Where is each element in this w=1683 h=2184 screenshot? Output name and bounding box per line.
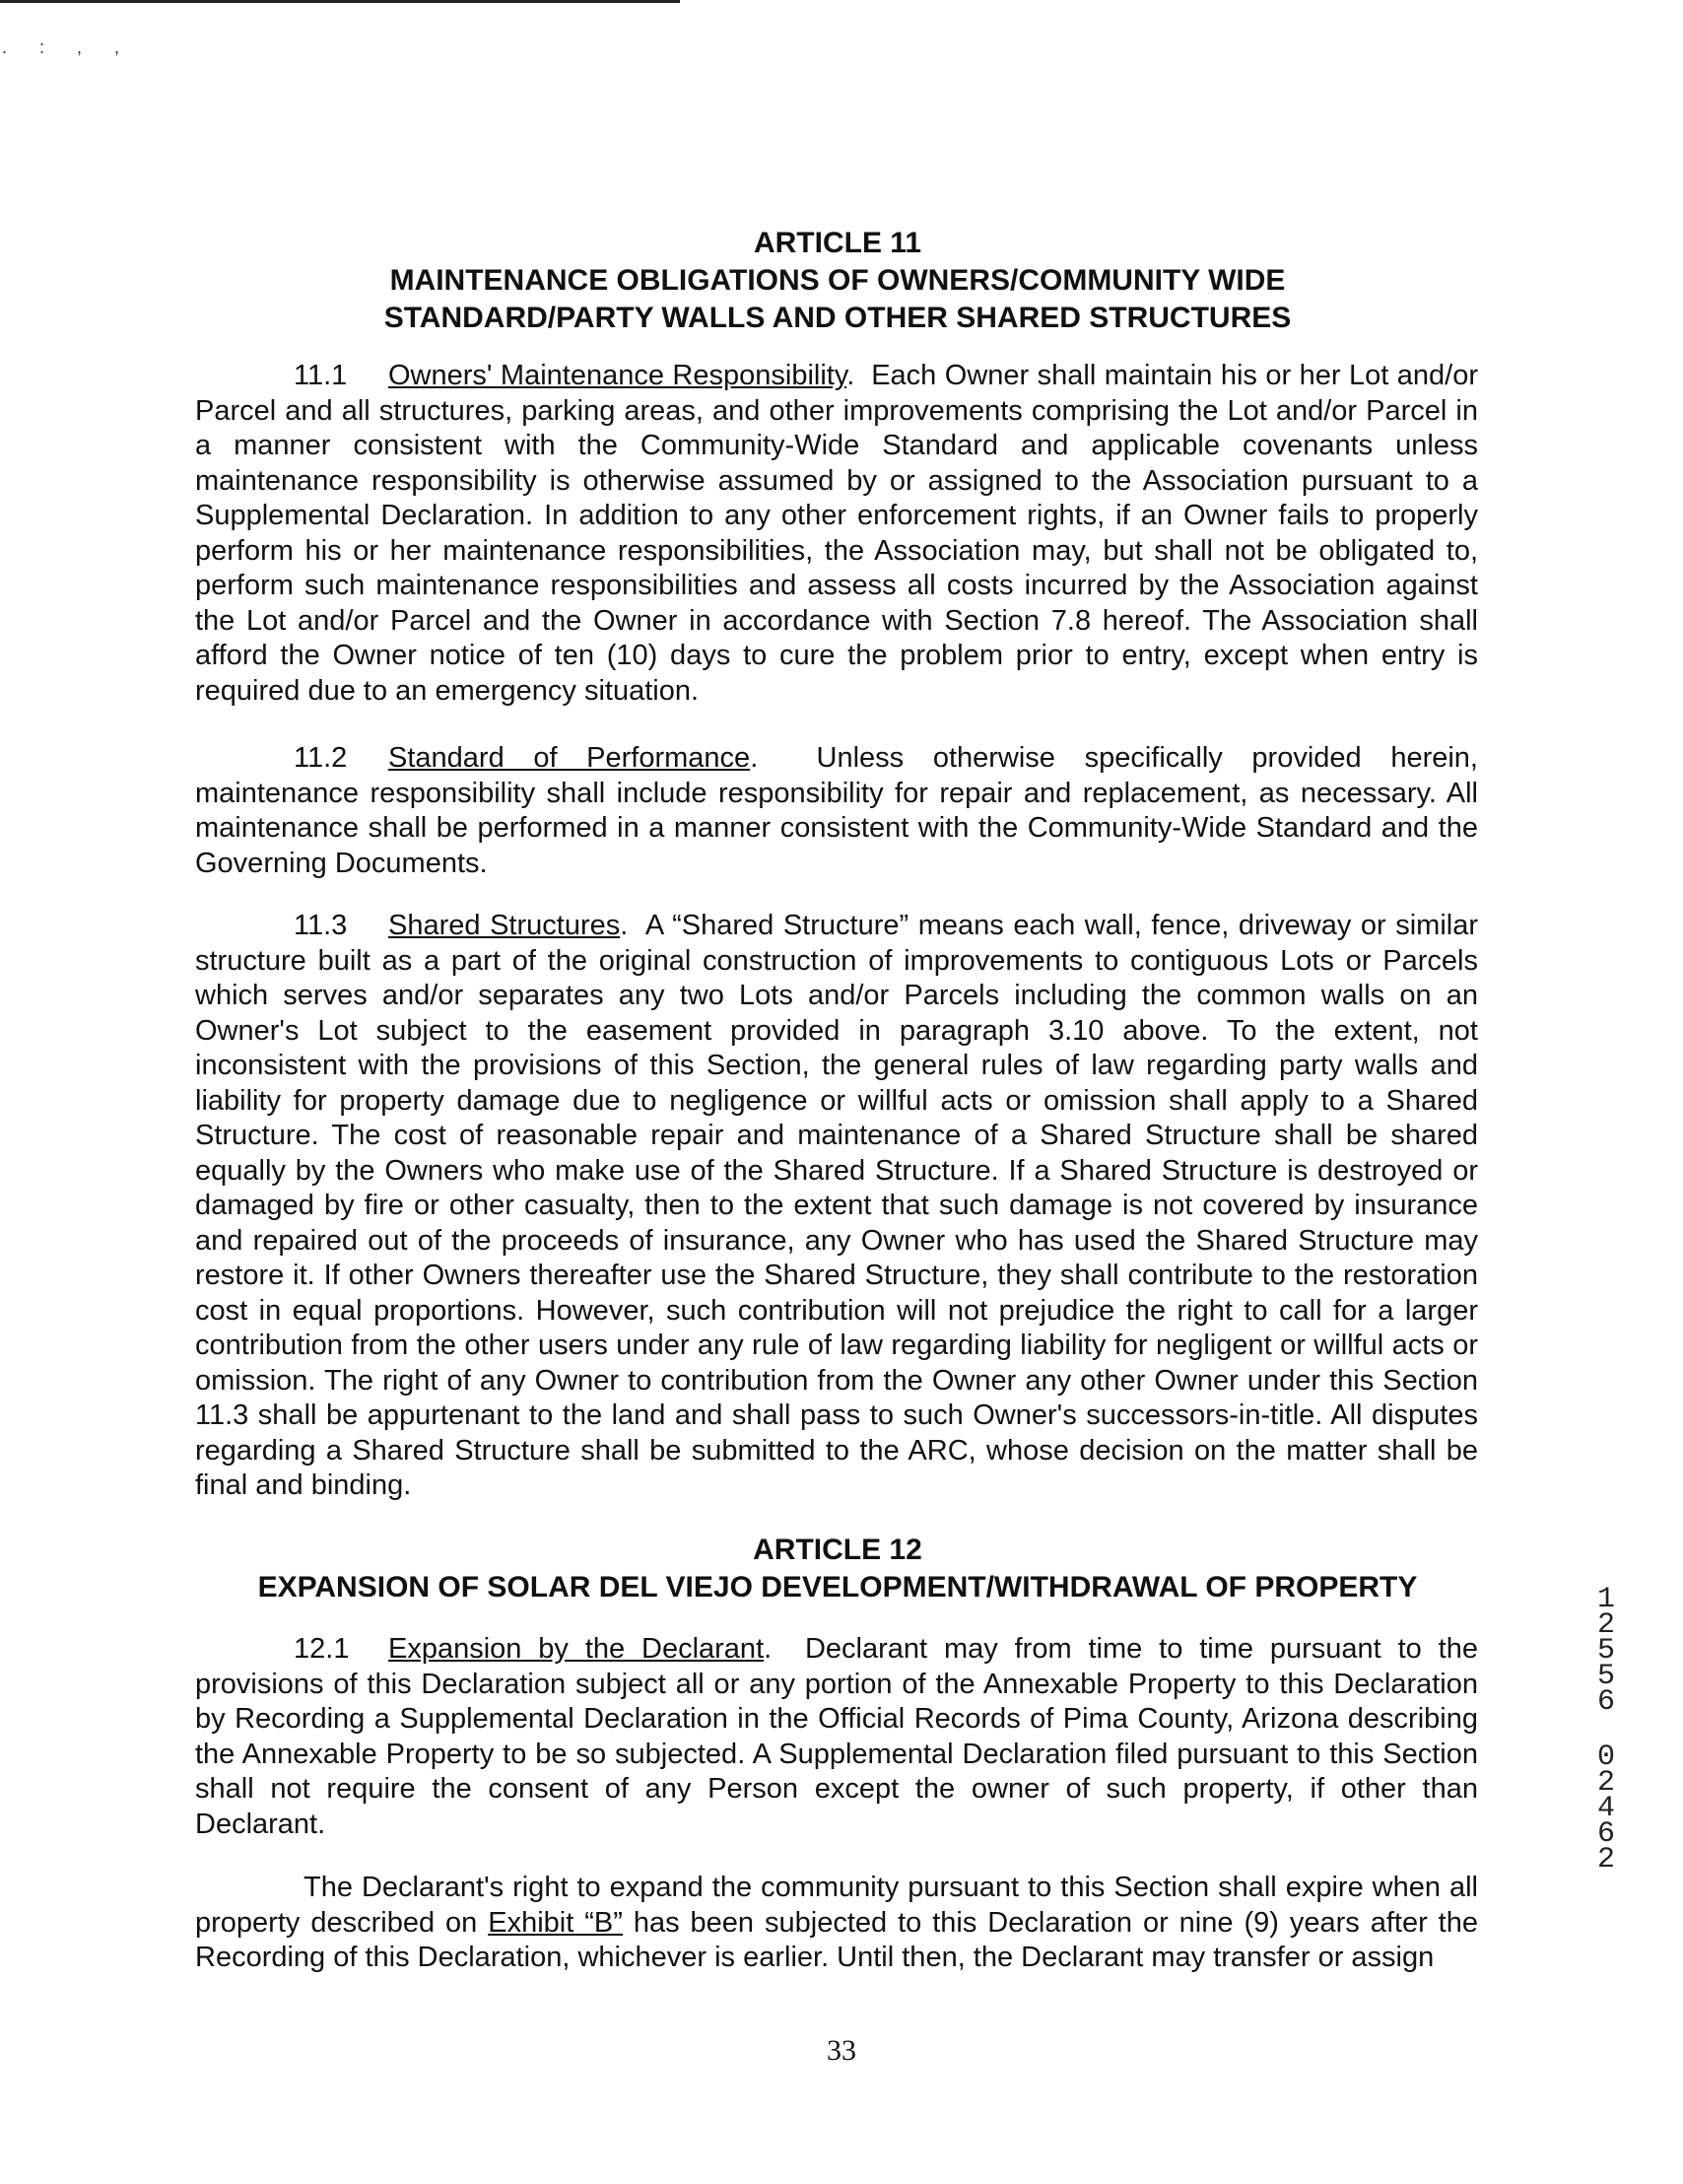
stamp-digit: 4: [1596, 1792, 1615, 1825]
section-11-2: 11.2 Standard of Performance. Unless otherwise specifically provided herein, maintenance responsibility shall include responsibility for repair and replacement, as necessary. All maintenance shall be performed in a manner consistent with the Community-Wide Standard and the Governing Documents.: [195, 742, 1478, 879]
stamp-digit: 6: [1596, 1817, 1615, 1851]
article-12-title-line-1: EXPANSION OF SOLAR DEL VIEJO DEVELOPMENT/WITHDRAWAL OF PROPERTY: [257, 1571, 1418, 1604]
section-11-1-number: 11.1: [294, 360, 348, 391]
article-12-heading: [197, 1532, 1478, 1606]
section-12-1-continuation: [195, 1871, 1478, 1976]
section-11-2-number: 11.2: [294, 742, 348, 774]
scan-specks: . : , ,: [2, 37, 134, 57]
stamp-digit: 6: [1596, 1685, 1615, 1719]
section-11-3-title: Shared Structures: [388, 910, 621, 941]
stamp-digit: 2: [1596, 1766, 1615, 1800]
section-11-1-text: Each Owner shall maintain his or her Lot and/or Parcel and all structures, parking areas, and other improvements comprising the Lot and/or Parcel in a manner consistent with the Community-Wide Standard and applicable covenants unless maintenance responsibility is otherwise assumed by or assigned to the Association pursuant to a Supplemental Declaration. In addition to any other enforcement rights, if an Owner fails to properly perform his or her maintenance responsibilities, the Association may, but shall not be obligated to, perform such maintenance responsibilities and assess all costs incurred by the Association against the Lot and/or Parcel and the Owner in accordance with Section 7.8 hereof. The Association shall afford the Owner notice of ten (10) days to cure the problem prior to entry, except when entry is required due to an emergency situation.: [195, 360, 1479, 707]
section-11-2-text: Unless otherwise specifically provided herein, maintenance responsibility shall include responsibility for repair and replacement, as necessary. All maintenance shall be performed in a manner consistent with the Community-Wide Standard and the Governing Documents.: [195, 742, 1478, 879]
stamp-digit: 2: [1596, 1608, 1615, 1642]
stamp-digit: 5: [1596, 1634, 1615, 1668]
section-12-1-text: Declarant may from time to time pursuant to the provisions of this Declaration subject all or any portion of the Annexable Property to this Declaration by Recording a Supplemental Declaration in the Official Records of Pima County, Arizona describing the Annexable Property to be so subjected. A Supplemental Declaration filed pursuant to this Section shall not require the consent of any Person except the owner of such property, if other than Declarant.: [195, 1633, 1478, 1840]
article-11-label: ARTICLE 11: [753, 227, 922, 259]
exhibit-b-reference: Exhibit “B”: [488, 1906, 623, 1939]
section-12-1-number: 12.1: [294, 1633, 350, 1665]
scan-edge-line: [0, 0, 680, 3]
continuation-text-after: has been subjected to this Declaration or nine (9) years after the Recording of this Declaration, whichever is earlier. Until then, the Declarant may transfer or assign: [195, 1906, 1478, 1973]
recording-stamp: [1588, 1583, 1624, 1877]
continuation-text-before: The Declarant's right to expand the community pursuant to this Section shall expire when all property described on: [195, 1872, 1478, 1939]
article-11-heading: [197, 225, 1478, 337]
article-11-title-line-2: STANDARD/PARTY WALLS AND OTHER SHARED STRUCTURES: [383, 302, 1292, 334]
page-number: 33: [827, 2034, 856, 2067]
section-12-1-title: Expansion by the Declarant: [388, 1633, 765, 1665]
section-11-3-number: 11.3: [294, 910, 348, 941]
section-11-1: 11.1 Owners' Maintenance Responsibility. Each Owner shall maintain his or her Lot and/or Parcel and all structures, parking areas, and other improvements comprising the Lot and/or Parcel in a manner consistent with the Community-Wide Standard and applicable covenants unless maintenance responsibility is otherwise assumed by or assigned to the Association pursuant to a Supplemental Declaration. In addition to any other enforcement rights, if an Owner fails to properly perform his or her maintenance responsibilities, the Association may, but shall not be obligated to, perform such maintenance responsibilities and assess all costs incurred by the Association against the Lot and/or Parcel and the Owner in accordance with Section 7.8 hereof. The Association shall afford the Owner notice of ten (10) days to cure the problem prior to entry, except when entry is required due to an emergency situation.: [195, 360, 1479, 707]
article-12-label: ARTICLE 12: [753, 1534, 922, 1566]
stamp-digit: 1: [1596, 1583, 1615, 1616]
stamp-digit: 5: [1596, 1660, 1615, 1693]
section-11-1-title: Owners' Maintenance Responsibility: [388, 360, 847, 391]
article-11-title-line-1: MAINTENANCE OBLIGATIONS OF OWNERS/COMMUNITY WIDE: [389, 264, 1286, 297]
section-11-2-title: Standard of Performance: [388, 742, 751, 774]
section-11-3-text: A “Shared Structure” means each wall, fence, driveway or similar structure built as a part of the original construction of improvements to contiguous Lots or Parcels which serves and/or separates any two Lots and/or Parcels including the common walls on an Owner's Lot subject to the easement provided in paragraph 3.10 above. To the extent, not inconsistent with the provisions of this Section, the general rules of law regarding party walls and liability for property damage due to negligence or willful acts or omission shall apply to a Shared Structure. The cost of reasonable repair and maintenance of a Shared Structure shall be shared equally by the Owners who make use of the Shared Structure. If a Shared Structure is destroyed or damaged by fire or other casualty, then to the extent that such damage is not covered by insurance and repaired out of the proceeds of insurance, any Owner who has used the Shared Structure may restore it. If other Owners thereafter use the Shared Structure, they shall contribute to the restoration cost in equal proportions. However, such contribution will not prejudice the right to call for a larger contribution from the other users under any rule of law regarding liability for negligent or willful acts or omission. The right of any Owner to contribution from the Owner any other Owner under this Section 11.3 shall be appurtenant to the land and shall pass to such Owner's successors-in-title. All disputes regarding a Shared Structure shall be submitted to the ARC, whose decision on the matter shall be final and binding.: [195, 910, 1478, 1501]
stamp-digit: 2: [1596, 1843, 1615, 1877]
section-11-3: 11.3 Shared Structures. A “Shared Structure” means each wall, fence, driveway or similar structure built as a part of the original construction of improvements to contiguous Lots or Parcels which serves and/or separates any two Lots and/or Parcels including the common walls on an Owner's Lot subject to the easement provided in paragraph 3.10 above. To the extent, not inconsistent with the provisions of this Section, the general rules of law regarding party walls and liability for property damage due to negligence or willful acts or omission shall apply to a Shared Structure. The cost of reasonable repair and maintenance of a Shared Structure shall be shared equally by the Owners who make use of the Shared Structure. If a Shared Structure is destroyed or damaged by fire or other casualty, then to the extent that such damage is not covered by insurance and repaired out of the proceeds of insurance, any Owner who has used the Shared Structure may restore it. If other Owners thereafter use the Shared Structure, they shall contribute to the restoration cost in equal proportions. However, such contribution will not prejudice the right to call for a larger contribution from the other users under any rule of law regarding liability for negligent or willful acts or omission. The right of any Owner to contribution from the Owner any other Owner under this Section 11.3 shall be appurtenant to the land and shall pass to such Owner's successors-in-title. All disputes regarding a Shared Structure shall be submitted to the ARC, whose decision on the matter shall be final and binding.: [195, 910, 1478, 1501]
stamp-digit: 0: [1596, 1740, 1615, 1774]
section-12-1: 12.1 Expansion by the Declarant. Declarant may from time to time pursuant to the provisions of this Declaration subject all or any portion of the Annexable Property to this Declaration by Recording a Supplemental Declaration in the Official Records of Pima County, Arizona describing the Annexable Property to be so subjected. A Supplemental Declaration filed pursuant to this Section shall not require the consent of any Person except the owner of such property, if other than Declarant.: [195, 1633, 1478, 1840]
